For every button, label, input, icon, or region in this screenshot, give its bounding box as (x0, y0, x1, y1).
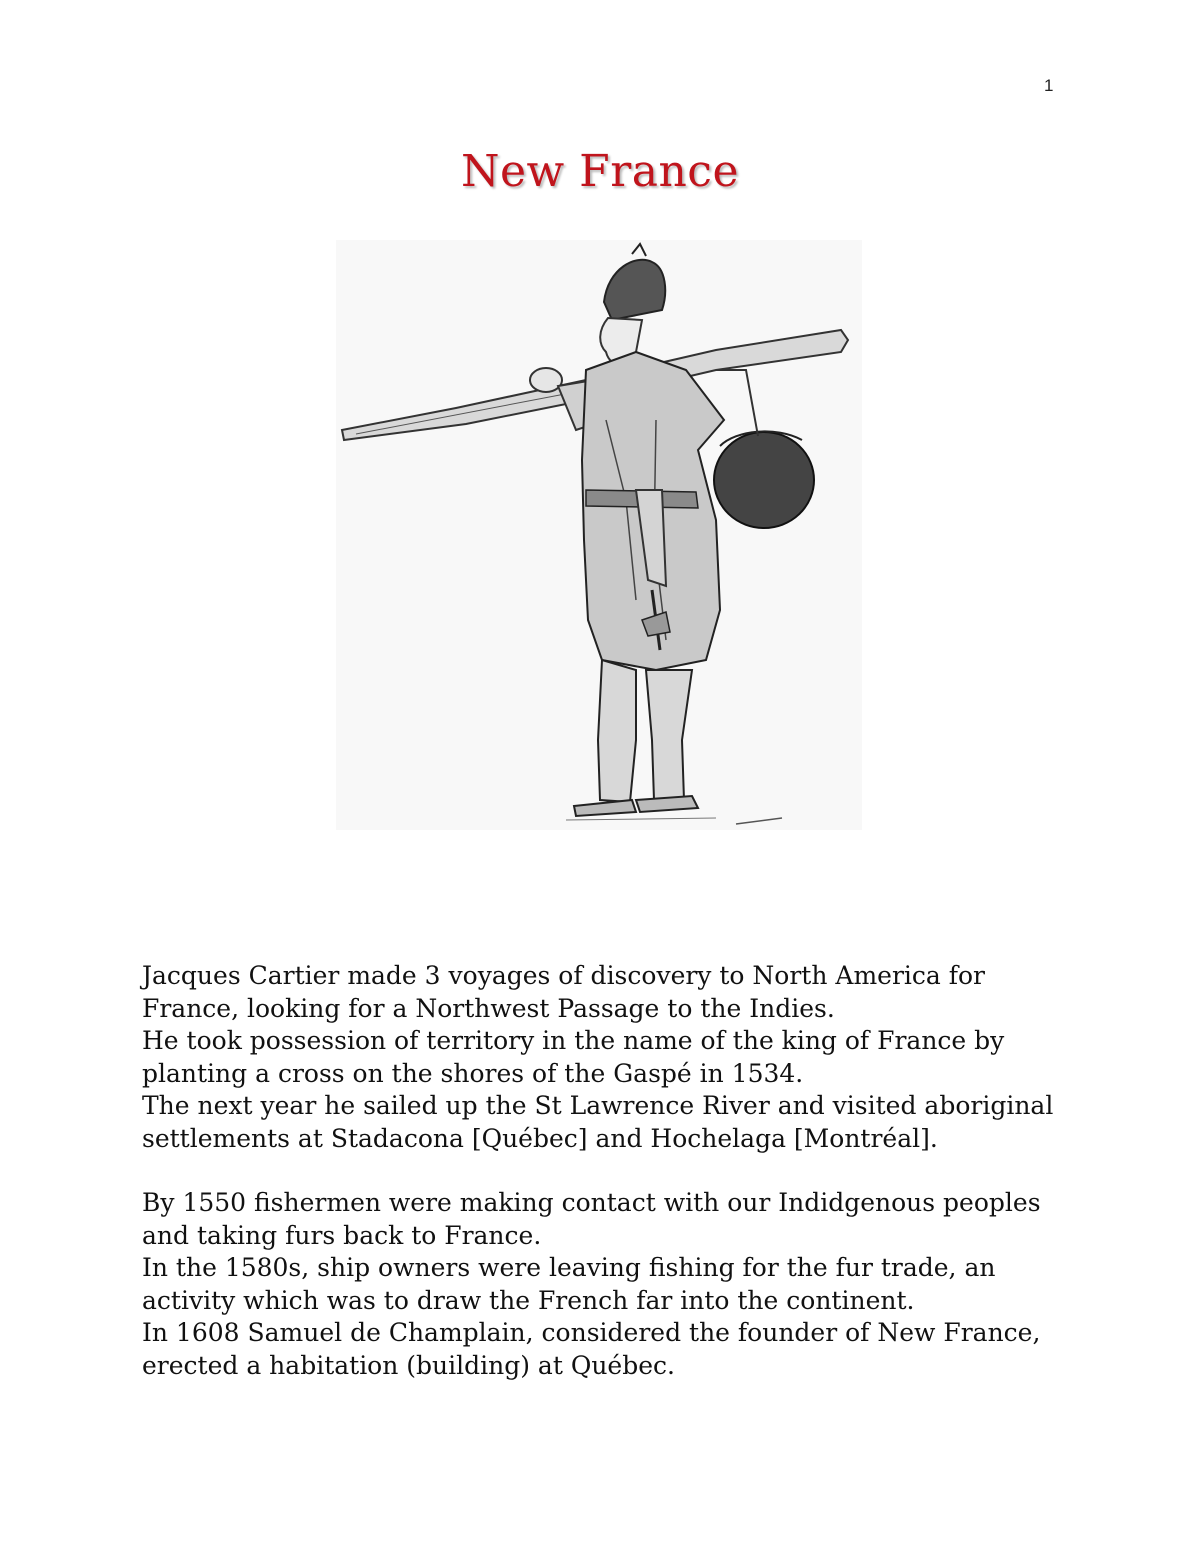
paragraph-line: The next year he sailed up the St Lawrence River and visited aboriginal settlements at Stadacona [Québec] and Hochelaga [Montréal]. (142, 1091, 1054, 1153)
page-title: New France (460, 146, 739, 197)
fur-trader-drawing-icon (336, 240, 862, 830)
body-text (142, 960, 1082, 1382)
paragraph-line: Jacques Cartier made 3 voyages of discovery to North America for France, looking for a Northwest Passage to the Indies. (142, 961, 986, 1023)
paragraph-line: In 1608 Samuel de Champlain, considered the founder of New France, erected a habitation (building) at Québec. (142, 1318, 1041, 1380)
paragraph-line: He took possession of territory in the name of the king of France by planting a cross on the shores of the Gaspé in 1534. (142, 1026, 1005, 1088)
paragraph-line: By 1550 fishermen were making contact with our Indidgenous peoples and taking furs back to France. (142, 1188, 1041, 1250)
fur-trader-illustration (336, 240, 862, 830)
paragraph-spacer (142, 1155, 1082, 1187)
page-number: 1 (1044, 76, 1054, 95)
paragraph-line: In the 1580s, ship owners were leaving fishing for the fur trade, an activity which was to draw the French far into the continent. (142, 1253, 996, 1315)
